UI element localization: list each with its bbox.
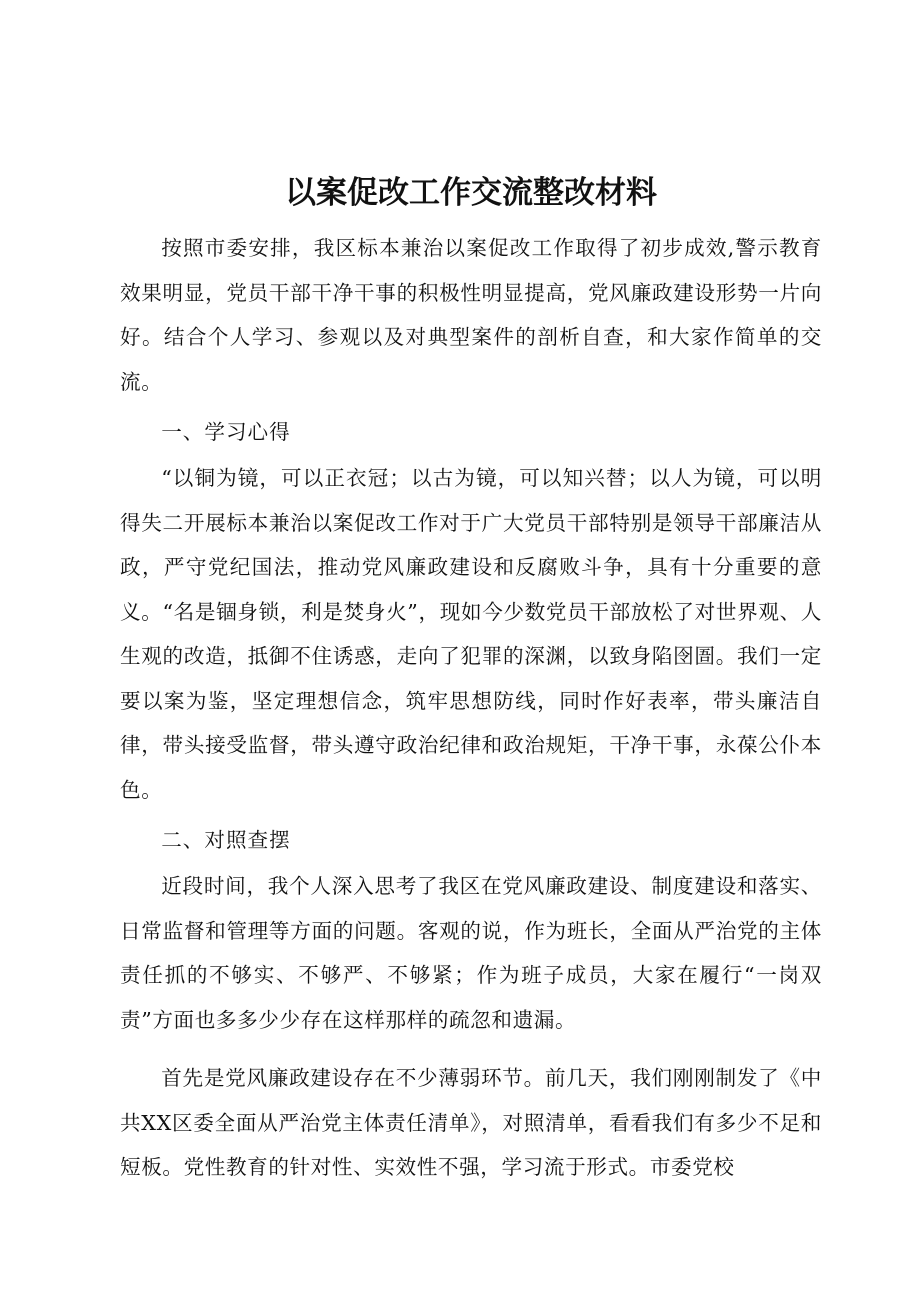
review-paragraph-1: 近段时间，我个人深入思考了我区在党风廉政建设、制度建设和落实、日常监督和管理等方面的问题。客观的说，作为班长，全面从严治党的主体责任抓的不够实、不够严、不够紧；作为班子成员，大家在履行“一岗双责”方面也多多少少存在这样那样的疏忽和遗漏。 <box>120 874 822 1032</box>
section-heading-review: 二、对照查摆 <box>161 828 291 852</box>
intro-paragraph: 按照市委安排，我区标本兼治以案促改工作取得了初步成效,警示教育效果明显，党员干部干净干事的积极性明显提高，党风廉政建设形势一片向好。结合个人学习、参观以及对典型案件的剖析自查，和大家作简单的交流。 <box>120 236 822 394</box>
document-title: 以案促改工作交流整改材料 <box>285 175 657 211</box>
section-heading-study: 一、学习心得 <box>161 420 291 444</box>
review-paragraph-2: 首先是党风廉政建设存在不少薄弱环节。前几天，我们刚刚制发了《中共XX区委全面从严治党主体责任清单》，对照清单，看看我们有多少不足和短板。党性教育的针对性、实效性不强，学习流于形式。市委党校 <box>120 1066 822 1179</box>
document-body <box>120 160 822 1190</box>
study-paragraph: “以铜为镜，可以正衣冠；以古为镜，可以知兴替；以人为镜，可以明得失二开展标本兼治以案促改工作对于广大党员干部特别是领导干部廉洁从政，严守党纪国法，推动党风廉政建设和反腐败斗争，具有十分重要的意义。“名是锢身锁，利是焚身火”，现如今少数党员干部放松了对世界观、人生观的改造，抵御不住诱惑，走向了犯罪的深渊，以致身陷囹圄。我们一定要以案为鉴，坚定理想信念，筑牢思想防线，同时作好表率，带头廉洁自律，带头接受监督，带头遵守政治纪律和政治规矩，干净干事，永葆公仆本色。 <box>120 466 822 802</box>
